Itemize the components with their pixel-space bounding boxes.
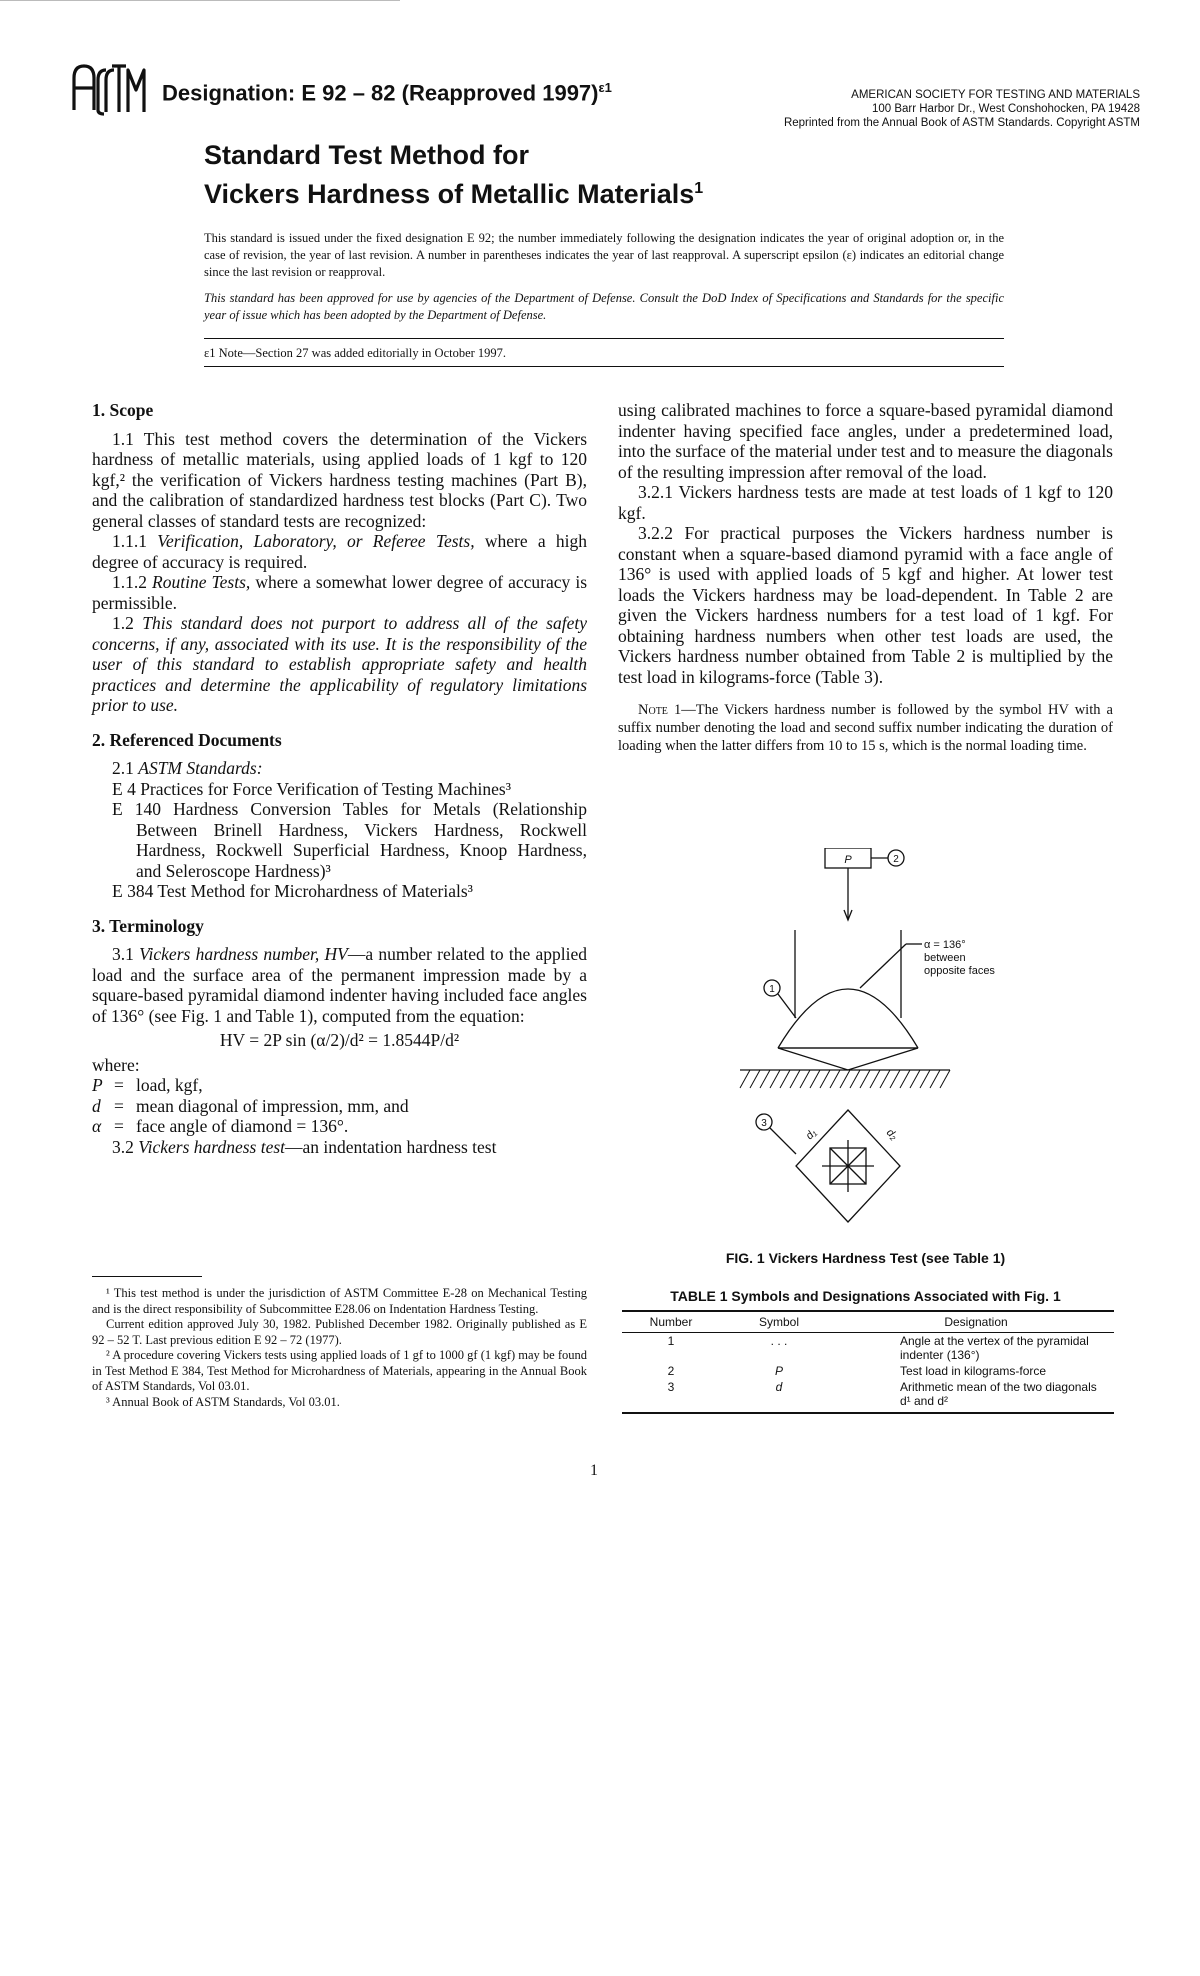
- section-heading-terminology: 3. Terminology: [92, 915, 204, 936]
- table-header-row: [622, 1311, 1114, 1333]
- paragraph-3-1: 3.1 Vickers hardness number, HV—a number related to the applied load and the surface area of the permanent impression made by a square-based pyramidal diamond indenter having included face angles of 136° (see Fig. 1 and Table 1), computed from the equation:: [92, 944, 587, 1026]
- reference-e4: E 4 Practices for Force Verification of Testing Machines³: [112, 778, 511, 799]
- publisher-address: 100 Barr Harbor Dr., West Conshohocken, PA 19428: [871, 103, 1140, 115]
- table-row: 3 d Arithmetic mean of the two diagonals d¹ and d²: [622, 1379, 1114, 1413]
- hardness-equation: HV = 2P sin (α/2)/d² = 1.8544P/d²: [219, 1030, 460, 1050]
- column-header-symbol: Symbol: [720, 1311, 838, 1333]
- footnote-1-edition: Current edition approved July 30, 1982. Published December 1982. Originally published as E 92 – 52 T. Last previous edition E 92 – 72 (1977).: [92, 1317, 587, 1347]
- designation: Designation: E 92 – 82 (Reapproved 1997)$^{\varepsilon 1}$: [162, 80, 612, 106]
- section-heading-referenced: 2. Referenced Documents: [92, 729, 282, 750]
- paragraph-2-1: 2.1 ASTM Standards:: [112, 758, 263, 778]
- definition-p: P = load, kgf,: [92, 1075, 203, 1095]
- figure-caption: FIG. 1 Vickers Hardness Test (see Table 1): [725, 1250, 1006, 1266]
- footnotes: [92, 1286, 587, 1410]
- callout-2: 2: [893, 854, 899, 865]
- figure-1-diagram: [700, 848, 1040, 1268]
- alpha-label: α = 136°: [924, 939, 966, 951]
- paragraph-3-2-continued: using calibrated machines to force a square-based pyramidal diamond indenter having specified face angles, under a predetermined load, into the surface of the material under test and to measure the diagonals of the resulting impression after removal of the load.: [618, 400, 1113, 482]
- column-header-number: Number: [622, 1311, 720, 1333]
- footnote-3: ³ Annual Book of ASTM Standards, Vol 03.01.: [106, 1394, 340, 1409]
- reference-e384: E 384 Test Method for Microhardness of Materials³: [112, 881, 473, 901]
- alpha-leader: [860, 944, 906, 988]
- indenter-arc: [778, 989, 918, 1048]
- footnote-rule: [92, 1276, 202, 1277]
- note-rule-top: [204, 338, 1004, 339]
- note-rule-bottom: [204, 366, 1004, 367]
- footnote-1: ¹ This test method is under the jurisdiction of ASTM Committee E-28 on Mechanical Testing and is the direct responsibility of Subcommittee E28.06 on Indentation Hardness Testing.: [92, 1286, 587, 1316]
- d1-label: d₁: [803, 1126, 819, 1143]
- svg-text:ASTM: ASTM: [105, 114, 115, 118]
- paragraph-1-2: 1.2 This standard does not purport to address all of the safety concerns, if any, associated with its use. It is the responsibility of the user of this standard to establish appropriate safety and health practices and determine the applicability of regulatory limitations prior to use.: [92, 613, 587, 715]
- footnote-2: ² A procedure covering Vickers tests using applied loads of 1 gf to 1000 gf (1 kgf) may be found in Test Method E 384, Test Method for Microhardness of Materials, appearing in the Annual Book of ASTM Standards, Vol 03.01.: [92, 1348, 587, 1393]
- issuance-notice: This standard is issued under the fixed designation E 92; the number immediately following the designation indicates the year of original adoption or, in the case of revision, the year of last revision. A number in parentheses indicates the year of last reapproval. A superscript epsilon (ε) indicates an editorial change since the last revision or reapproval.: [204, 231, 1004, 279]
- paragraph-3-2-2: 3.2.2 For practical purposes the Vickers hardness number is constant when a square-based diamond pyramid with a face angle of 136° is used with applied loads of 5 kgf and higher. At lower test loads the Vickers hardness may be load-dependent. In Table 2 are given the Vickers hardness numbers for a test load of 1 kgf. For obtaining hardness numbers when other test loads are used, the Vickers hardness number obtained from Table 2 is multiplied by the test load in kilograms-force (Table 3).: [618, 523, 1113, 687]
- paragraph-3-2: 3.2 Vickers hardness test—an indentation hardness test: [112, 1136, 497, 1157]
- publisher-block: [700, 88, 1140, 130]
- document-title: Standard Test Method for Vickers Hardness of Metallic Materials$^1$: [204, 140, 704, 209]
- note-1: Note 1—The Vickers hardness number is followed by the symbol HV with a suffix number denoting the load and second suffix number indicating the duration of loading when the latter differs from 10 to 15 s, which is the normal loading time.: [618, 702, 1113, 754]
- paragraph-1-1-1: 1.1.1 Verification, Laboratory, or Referee Tests, where a high degree of accuracy is required.: [92, 531, 587, 572]
- page-number: 1: [590, 1462, 598, 1479]
- table-1-caption: TABLE 1 Symbols and Designations Associated with Fig. 1: [670, 1288, 1061, 1304]
- top-rule: [0, 0, 400, 1]
- section-heading-scope: 1. Scope: [92, 400, 154, 420]
- d2-label: d₂: [883, 1126, 900, 1143]
- where-label: where:: [92, 1054, 140, 1075]
- callout-1: 1: [769, 984, 775, 995]
- publisher-reprint: Reprinted from the Annual Book of ASTM Standards. Copyright ASTM: [783, 117, 1140, 129]
- dod-notice: This standard has been approved for use by agencies of the Department of Defense. Consult the DoD Index of Specifications and Standards for the specific year of issue which has been adopted by the Department of Defense.: [204, 291, 1004, 322]
- definition-d: d = mean diagonal of impression, mm, and: [92, 1095, 409, 1116]
- left-column: [92, 400, 587, 1157]
- callout-3: 3: [761, 1118, 767, 1129]
- reference-e140: E 140 Hardness Conversion Tables for Metals (Relationship Between Brinell Hardness, Vickers Hardness, Rockwell Hardness, Rockwell Superficial Hardness, Knoop Hardness, and Seleroscope Hardness)³: [112, 799, 587, 881]
- between-label: between: [924, 952, 966, 964]
- column-header-designation: Designation: [838, 1311, 1114, 1333]
- paragraph-1-1: 1.1 This test method covers the determination of the Vickers hardness of metallic materials, using applied loads of 1 kgf to 120 kgf,² the verification of Vickers hardness testing machines (Part B), and the calibration of standardized hardness test blocks (Part C). Two general classes of standard tests are recognized:: [92, 428, 587, 531]
- table-1: [622, 1310, 1114, 1414]
- surface-hatching: [740, 1070, 950, 1088]
- paragraph-3-2-1: 3.2.1 Vickers hardness tests are made at test loads of 1 kgf to 120 kgf.: [618, 482, 1113, 523]
- right-column: [618, 400, 1113, 755]
- definition-alpha: α = face angle of diamond = 136°.: [92, 1116, 349, 1136]
- publisher-name: AMERICAN SOCIETY FOR TESTING AND MATERIALS: [851, 89, 1140, 101]
- epsilon-note: ε1 Note—Section 27 was added editorially in October 1997.: [204, 346, 507, 360]
- opposite-faces-label: opposite faces: [924, 965, 995, 977]
- astm-logo: [70, 60, 150, 118]
- indenter-tip: [778, 1048, 918, 1070]
- load-label: P: [844, 854, 852, 866]
- table-row: 1 . . . Angle at the vertex of the pyramidal indenter (136°): [667, 1334, 1089, 1362]
- table-row: 2 P Test load in kilograms-force: [667, 1364, 1047, 1378]
- paragraph-1-1-2: 1.1.2 Routine Tests, where a somewhat lower degree of accuracy is permissible.: [92, 572, 587, 613]
